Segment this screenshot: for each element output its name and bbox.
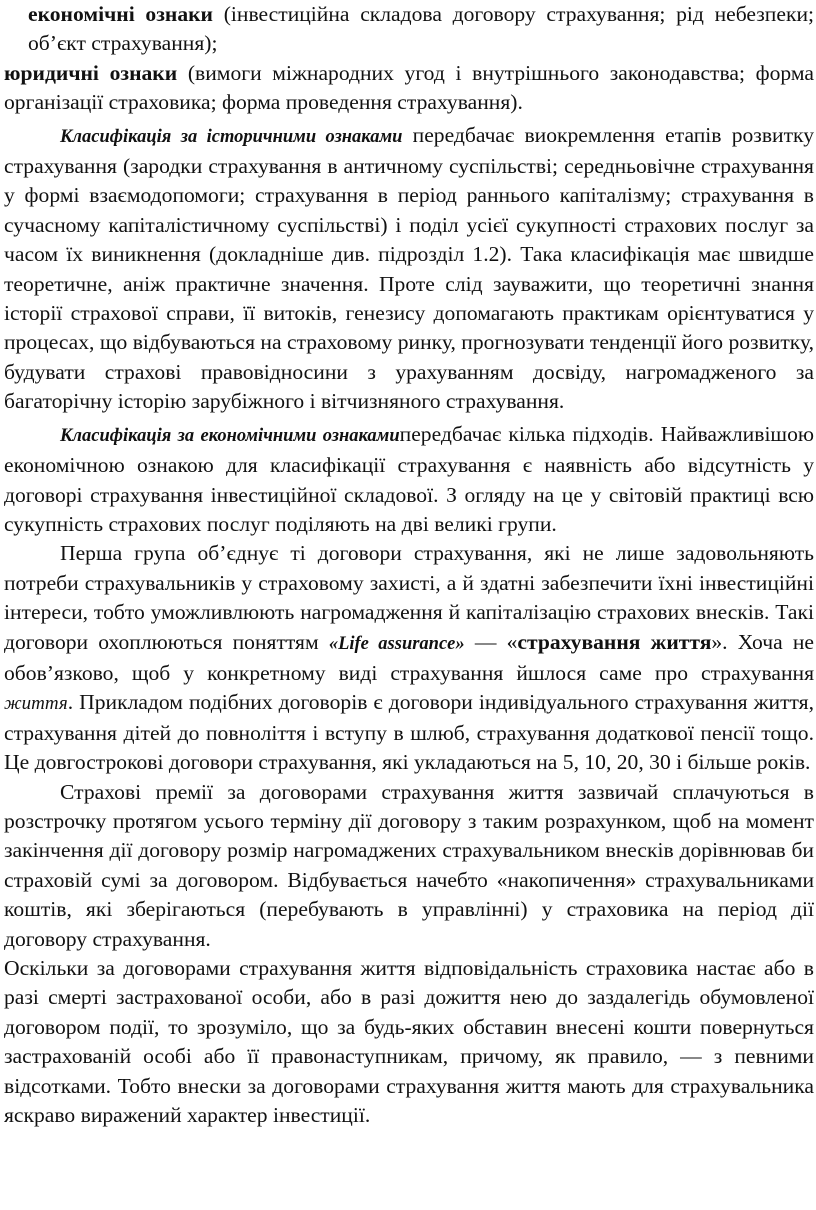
paragraph-text: (вимоги міжнародних угод і внутрішнього законодавства; форма організації страховика; форма проведення страхування). <box>4 60 814 115</box>
term-life-assurance: «Life assurance» <box>328 633 465 654</box>
paragraph-text: ». Хоча не обов’язково, щоб у конкретному виді страхування йшлося саме про страхування <box>4 629 814 685</box>
paragraph-text: передбачає виокремлення етапів розвитку страхування (зародки страхування в античному суспільстві; середньовічне страхування у формі взаємодопомоги; страхування в період раннього капіталізму; страхування в сучасному капіталістичному суспільстві) і поділ усієї сукупності страхових послуг за часом їх виникнення (докладніше див. підрозділ 1.2). Така класифікація має швидше теоретичне, аніж практичне значення. Проте слід зауважити, що теоретичні знання історії страхової справи, її витоків, генезису допомагають практикам орієнтуватися у процесах, що відбуваються на страховому ринку, прогнозувати тенденції його розвитку, будувати страхові правовідносини з урахуванням досвіду, нагромадженого за багаторічну історію зарубіжного і вітчизняного страхування. <box>4 122 814 414</box>
paragraph-text: Страхові премії за договорами страхування життя зазвичай сплачуються в розстрочку протягом усього терміну дії договору з таким розрахунком, щоб на момент закінчення дії договору розмір нагромаджених страхувальником внесків дорівнював би страховій сумі за договором. Відбувається начебто «накопичення» страхувальниками коштів, які зберігаються (перебувають в управлінні) у страховика на період дії договору страхування. <box>4 779 814 951</box>
paragraph-text: . Прикладом подібних договорів є договори індивідуального страхування життя, страхування дітей до повноліття і вступу в шлюб, страхування додаткової пенсії тощо. Це довгострокові договори страхування, які укладаються на 5, 10, 20, 30 і більше років. <box>4 690 814 775</box>
term-historical-classification: Класифікація за історичними ознаками <box>60 126 403 147</box>
italic-word-life: життя <box>4 693 68 715</box>
paragraph-text: передбачає кілька підходів. Найважливішою економічною ознакою для класифікації страхування є наявність або відсутність у договорі страхування інвестиційної складової. З огляду на це у світовій практиці всю сукупність страхових послуг поділяють на дві великі групи. <box>4 421 814 536</box>
term-economic-classification: Класифікація за економічними ознаками <box>60 425 400 446</box>
term-legal-features: юридичні ознаки <box>4 60 178 85</box>
term-life-insurance: страхування життя <box>517 629 712 654</box>
paragraph-text: (інвестиційна складова договору страхування; рід небезпеки; об’єкт страхування); <box>28 2 814 56</box>
term-economic-features: економічні ознаки <box>28 2 214 26</box>
paragraph-economic-features <box>4 0 814 59</box>
dash-text: — « <box>464 629 518 654</box>
paragraph-text: Оскільки за договорами страхування життя відповідальність страховика настає або в разі смерті застрахованої особи, або в разі дожиття нею до заздалегідь обумовленої договором події, то зрозуміло, що за будь-яких обставин внесені кошти повернуться застрахованій особі або її правонаступникам, причому, як правило, — з певними відсотками. Тобто внески за договорами страхування життя мають для страхувальника яскраво виражений характер інвестиції. <box>4 956 814 1128</box>
paragraph-first-group <box>4 539 814 777</box>
paragraph-historical-classification <box>4 121 814 417</box>
paragraph-economic-classification <box>4 420 814 540</box>
paragraph-legal-features <box>4 59 814 118</box>
paragraph-insurer-liability <box>4 954 814 1130</box>
paragraph-text: Перша група об’єднує ті договори страхування, які не лише задовольняють потреби страхувальників у страховому захисті, а й здатні забезпечити їхні інвестиційні інтереси, тобто уможливлюють нагромадження й капіталізацію страхових внесків. Такі договори охоплюються поняттям <box>4 541 814 654</box>
paragraph-insurance-premiums <box>4 778 814 954</box>
